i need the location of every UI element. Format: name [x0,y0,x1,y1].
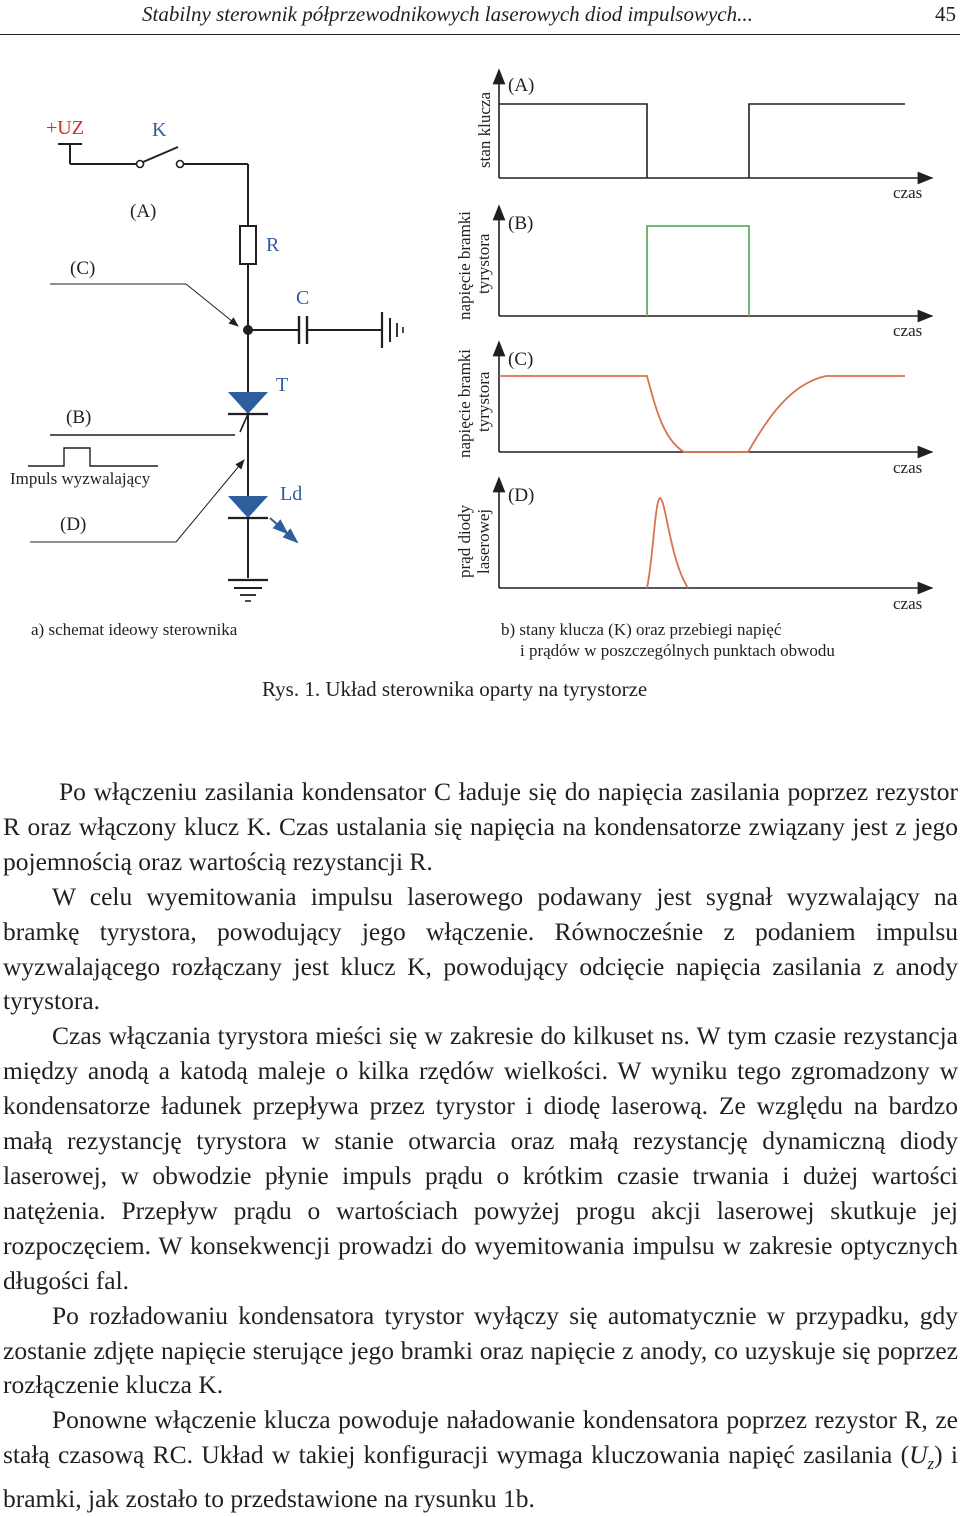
laser-current-pulse [647,498,688,588]
panel-c-xlabel: czas [893,458,923,477]
gate-voltage-waveform-b [647,226,749,316]
paragraph-4: Po rozładowaniu kondensatora tyrystor wyłączy się automatycznie w przypadku, gdy zostanie zdjęte napięcie sterujące jego bramki oraz napięcie z anody, co uzyskuje się poprzez rozłączenie klucza K. [3,1300,958,1400]
paragraph-5-text-b: ) i bramki, jak zostało to przedstawione na rysunku 1b. [3,1440,958,1514]
paragraph-2: W celu wyemitowania impulsu laserowego podawany jest sygnał wyzwalający na bramkę tyrystora, powodujący jego włączenie. Równocześnie z podaniem impulsu wyzwalającego rozłączany jest klucz K, powodujący odcięcie napięcia zasilania z anody tyrystora. [3,881,958,1016]
switch-label: K [152,119,167,141]
panel-a [475,70,932,202]
panel-b-ylabel-2: tyrystora [474,233,493,294]
panel-a-xlabel: czas [893,183,923,202]
figure-1 [0,40,960,670]
panel-d-ylabel-1: prąd diody [455,504,474,578]
panel-a-tag: (A) [508,75,535,96]
paragraph-1: Po włączeniu zasilania kondensator C ładuje się do napięcia zasilania poprzez rezystor R oraz włączony klucz K. Czas ustalania się napięcia na kondensatorze związany jest z jego pojemnością oraz wartością rezystancji R. [3,777,958,876]
panel-b [455,206,932,340]
trigger-pulse-symbol [28,448,158,466]
body-text [3,775,958,1517]
resistor-r [240,226,256,264]
switch-k [137,147,184,168]
paragraph-3: Czas włączania tyrystora mieści się w zakresie do kilkuset ns. W tym czasie rezystancja między anodą a katodą maleje o kilka rzędów wielkości. W wyniku tego zgromadzony w kondensatorze ładunek przepływa przez tyrystor i diodę laserową. Ze względu na bardzo małą rezystancję tyrystora w stanie otwarcia oraz małą rezystancję dynamiczną diody laserowej, w obwodzie płynie impuls prądu o krótkim czasie trwania i dużej wartości natężenia. Przepływ prądu o wartościach powyżej progu akcji laserowej skutkuje jej rozpoczęciem. W konsekwencji prowadzi do wyemitowania impulsu w zakresie optycznych długości fal. [3,1021,958,1295]
point-d-label: (D) [60,514,87,535]
gate-voltage-waveform-c [499,376,905,452]
point-b-label: (B) [66,407,92,428]
schematic [10,117,403,639]
running-header [0,0,960,35]
panel-b-ylabel-1: napięcie bramki [455,210,474,320]
paragraph-5 [3,1403,958,1517]
panel-b-tag: (B) [508,213,534,234]
running-title: Stabilny sterownik półprzewodnikowych laserowych diod impulsowych... [142,2,753,26]
switch-state-waveform [499,104,905,178]
ground-symbol-capacitor [382,312,403,348]
panel-d-xlabel: czas [893,594,923,613]
variable-u-subscript: z [927,1454,935,1474]
waveforms [455,70,932,660]
ground-symbol-bottom [228,580,268,601]
paragraph-5-text-a: Ponowne włączenie klucza powoduje naładowanie kondensatora poprzez rezystor R, ze stałą czasową RC. Układ w takiej konfiguracji wymaga kluczowania napięć zasilania ( [3,1405,958,1470]
caption-b-line-1: b) stany klucza (K) oraz przebiegi napięć [501,620,782,639]
diode-label: Ld [280,483,303,505]
panel-d-ylabel-2: laserowej [474,508,493,574]
caption-a: a) schemat ideowy sterownika [31,620,238,639]
page-number: 45 [935,2,956,26]
caption-b-line-2: i prądów w poszczególnych punktach obwodu [520,641,835,660]
trigger-label: Impuls wyzwalający [10,469,151,488]
point-a-label: (A) [130,201,157,222]
resistor-label: R [266,234,280,256]
panel-c-ylabel-2: tyrystora [474,371,493,432]
figure-caption: Rys. 1. Układ sterownika oparty na tyrystorze [262,677,648,701]
variable-u: U [909,1440,928,1470]
thyristor-label: T [276,374,289,396]
supply-label: +UZ [46,117,84,139]
panel-c [455,342,932,477]
panel-a-ylabel: stan klucza [475,92,494,168]
capacitor-label: C [296,287,310,309]
panel-d-tag: (D) [508,485,535,506]
panel-b-xlabel: czas [893,321,923,340]
panel-d [455,478,932,613]
panel-c-tag: (C) [508,349,534,370]
panel-c-ylabel-1: napięcie bramki [455,348,474,458]
point-c-label: (C) [70,258,96,279]
